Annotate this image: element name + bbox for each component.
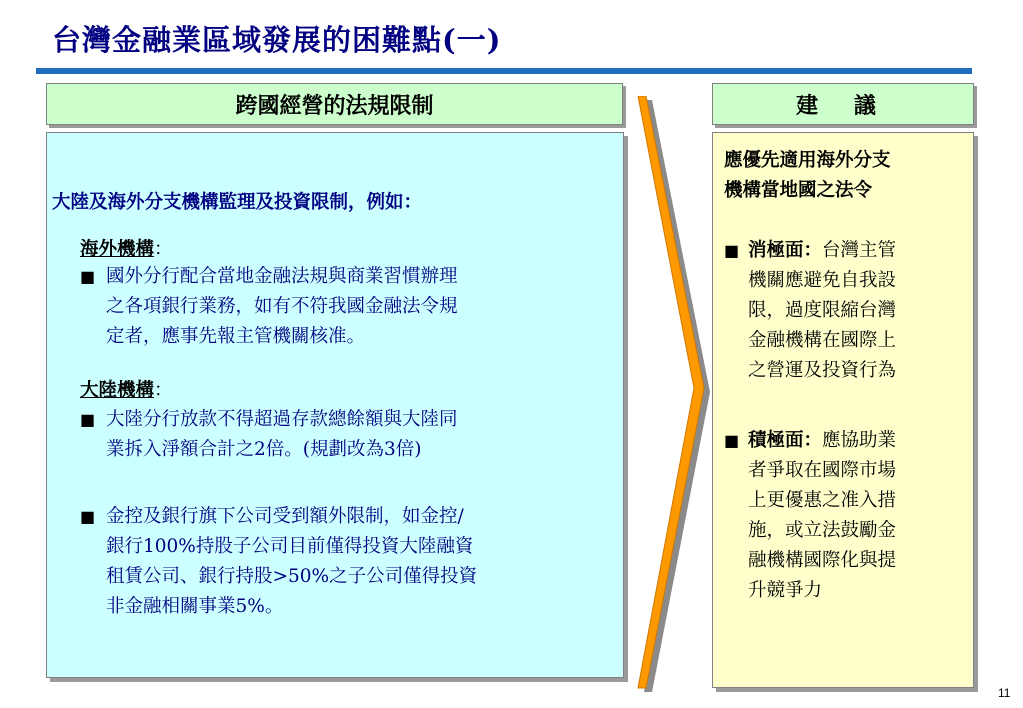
square-bullet-icon: ■ — [724, 241, 740, 260]
section1-heading — [80, 235, 173, 261]
bullet-text — [106, 405, 458, 465]
heading-line: 機構當地國之法令 — [724, 180, 873, 201]
section1-colon: ： — [154, 239, 173, 260]
section3-bullet — [80, 502, 477, 622]
bullet-line: 限，過度限縮台灣 — [748, 300, 897, 321]
bullet-line: 非金融相關事業5%。 — [106, 596, 284, 617]
right-header: 建 議 — [712, 83, 974, 125]
page-title: 台灣金融業區域發展的困難點(一) — [52, 23, 502, 57]
active-label: 積極面： — [748, 430, 823, 451]
bullet-line: 台灣主管 — [822, 240, 897, 261]
bullet-line: 升競爭力 — [748, 580, 823, 601]
title-divider — [36, 68, 972, 74]
bullet-text — [106, 502, 477, 622]
bullet-line: 應協助業 — [822, 430, 897, 451]
section1-bullet — [80, 262, 458, 352]
bullet-line: 銀行100%持股子公司目前僅得投資大陸融資 — [106, 536, 474, 557]
square-bullet-icon: ■ — [724, 431, 740, 450]
bullet-line: 大陸分行放款不得超過存款總餘額與大陸同 — [106, 409, 458, 430]
bullet-line: 者爭取在國際市場 — [748, 460, 897, 481]
left-header: 跨國經營的法規限制 — [46, 83, 623, 125]
bullet-line: 上更優惠之准入措 — [748, 490, 897, 511]
bullet-line: 之各項銀行業務，如有不符我國金融法令規 — [106, 296, 458, 317]
square-bullet-icon: ■ — [80, 507, 96, 526]
section1-label: 海外機構 — [80, 239, 155, 260]
square-bullet-icon: ■ — [80, 267, 96, 286]
bullet-line: 金控及銀行旗下公司受到額外限制，如金控/ — [106, 506, 464, 527]
bullet-line: 金融機構在國際上 — [748, 330, 897, 351]
bullet-text — [106, 262, 458, 352]
bullet-line: 融機構國際化與提 — [748, 550, 897, 571]
recommendation-heading — [724, 146, 891, 206]
bullet-line: 施，或立法鼓勵金 — [748, 520, 897, 541]
bullet-line: 國外分行配合當地金融法規與商業習慣辦理 — [106, 266, 458, 287]
heading-line: 應優先適用海外分支 — [724, 150, 891, 171]
bullet-line: 業拆入淨額合計之2倍。(規劃改為3倍) — [106, 439, 422, 460]
section2-colon: ： — [154, 380, 173, 401]
page-number: 11 — [998, 686, 1011, 700]
chevron-arrow-icon — [630, 96, 710, 696]
bullet-line: 之營運及投資行為 — [748, 360, 897, 381]
bullet-text — [748, 426, 896, 606]
section2-bullet — [80, 405, 458, 465]
section2-label: 大陸機構 — [80, 380, 155, 401]
passive-bullet — [724, 236, 896, 386]
section2-heading — [80, 376, 173, 402]
active-bullet — [724, 426, 896, 606]
bullet-line: 租賃公司、銀行持股>50%之子公司僅得投資 — [106, 566, 478, 587]
passive-label: 消極面： — [748, 240, 823, 261]
bullet-text — [748, 236, 896, 386]
intro-text: 大陸及海外分支機構監理及投資限制，例如： — [52, 192, 423, 213]
bullet-line: 機關應避免自我設 — [748, 270, 897, 291]
square-bullet-icon: ■ — [80, 410, 96, 429]
bullet-line: 定者，應事先報主管機關核准。 — [106, 326, 366, 347]
